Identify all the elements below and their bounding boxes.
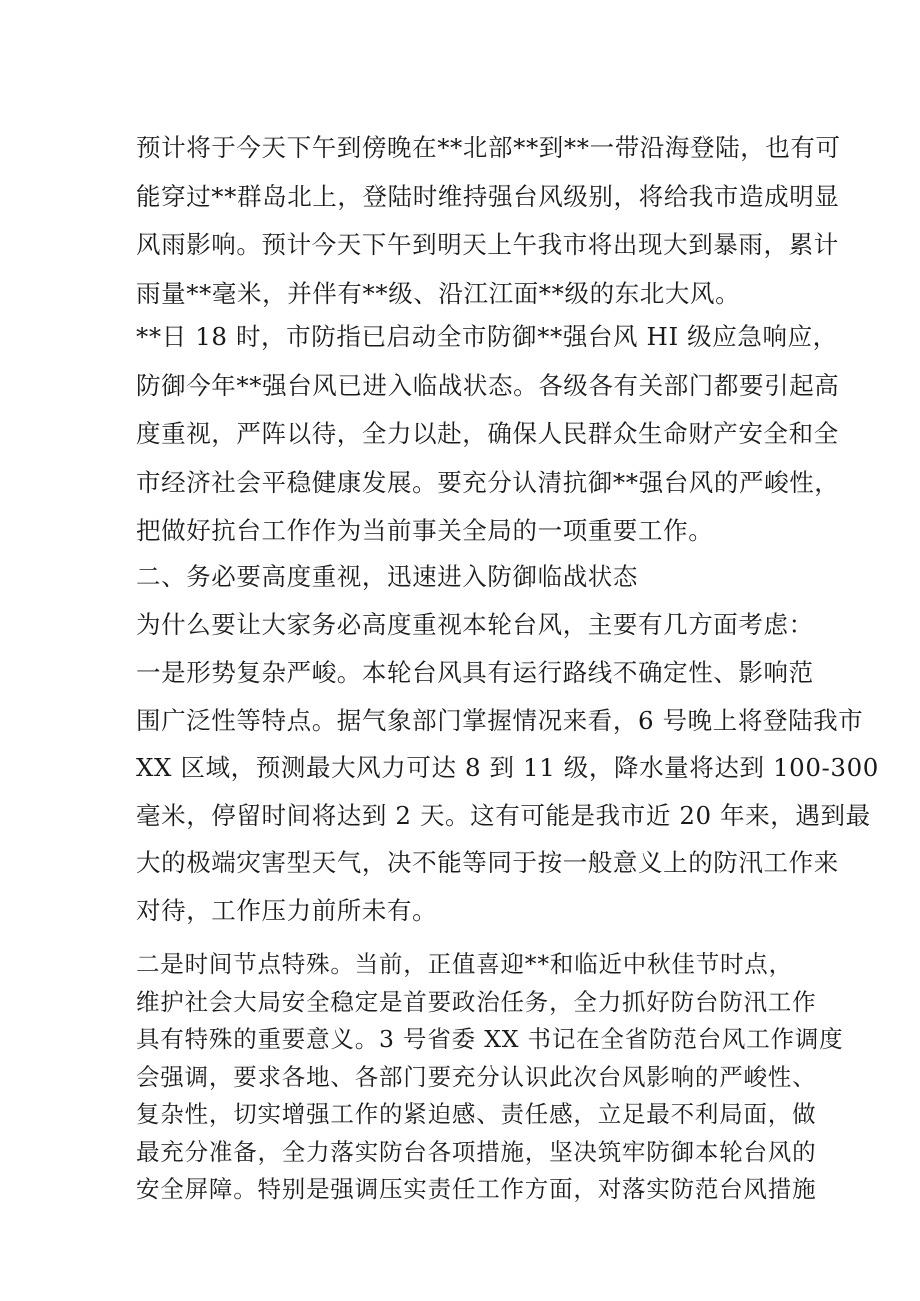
text-line: 复杂性，切实增强工作的紧迫感、责任感，立足最不利局面，做 <box>136 1100 817 1128</box>
text-line: **日 18 时，市防指已启动全市防御**强台风 HI 级应急响应， <box>136 322 838 351</box>
text-line: 为什么要让大家务必高度重视本轮台风，主要有几方面考虑： <box>136 610 814 639</box>
text-line: 市经济社会平稳健康发展。要充分认清抗御**强台风的严峻性， <box>136 467 840 497</box>
paragraph-intro-reasons <box>136 601 814 649</box>
text-line: 安全屏障。特别是强调压实责任工作方面，对落实防范台风措施 <box>136 1175 817 1203</box>
heading-text: 二、务必要高度重视，迅速进入防御临战状态 <box>136 562 638 591</box>
text-line: 雨量**毫米，并伴有**级、沿江江面**级的东北大风。 <box>136 278 741 308</box>
text-line: 对待，工作压力前所未有。 <box>136 895 438 925</box>
text-line: 能穿过**群岛北上，登陆时维持强台风级别，将给我市造成明显 <box>136 181 840 211</box>
text-line: 把做好抗台工作作为当前事关全局的一项重要工作。 <box>136 516 714 545</box>
paragraph-typhoon-forecast <box>136 124 841 318</box>
text-line: XX 区域，预测最大风力可达 8 到 11 级，降水量将达到 100-300 <box>136 753 879 782</box>
text-line: 一是形势复杂严峻。本轮台风具有运行路线不确定性、影响范 <box>136 658 814 687</box>
paragraph-situation-severe <box>136 649 879 934</box>
text-line: 毫米，停留时间将达到 2 天。这有可能是我市近 20 年来，遇到最 <box>136 800 871 830</box>
section-heading-two <box>136 553 792 601</box>
text-line: 会强调，要求各地、各部门要充分认识此次台风影响的严峻性、 <box>136 1062 817 1091</box>
text-line: 围广泛性等特点。据气象部门掌握情况来看，6 号晚上将登陆我市 <box>136 705 864 735</box>
paragraph-emergency-response <box>136 313 840 556</box>
paragraph-special-timing <box>136 946 844 1209</box>
text-line: 大的极端灾害型天气，决不能等同于按一般意义上的防汛工作来 <box>136 848 839 877</box>
text-line: 维护社会大局安全稳定是首要政治任务，全力抓好防台防汛工作 <box>136 987 817 1016</box>
text-line: 防御今年**强台风已进入临战状态。各级各有关部门都要引起高 <box>136 370 840 400</box>
text-line: 最充分准备，全力落实防台各项措施，坚决筑牢防御本轮台风的 <box>136 1137 817 1166</box>
text-line: 风雨影响。预计今天下午到明天上午我市将出现大到暴雨，累计 <box>136 230 839 259</box>
text-line: 度重视，严阵以待，全力以赴，确保人民群众生命财产安全和全 <box>136 419 839 448</box>
text-line: 预计将于今天下午到傍晚在**北部**到**一带沿海登陆，也有可 <box>136 133 841 162</box>
text-line: 二是时间节点特殊。当前，正值喜迎**和临近中秋佳节时点， <box>136 950 793 978</box>
text-line: 具有特殊的重要意义。3 号省委 XX 书记在全省防范台风工作调度 <box>136 1025 844 1053</box>
